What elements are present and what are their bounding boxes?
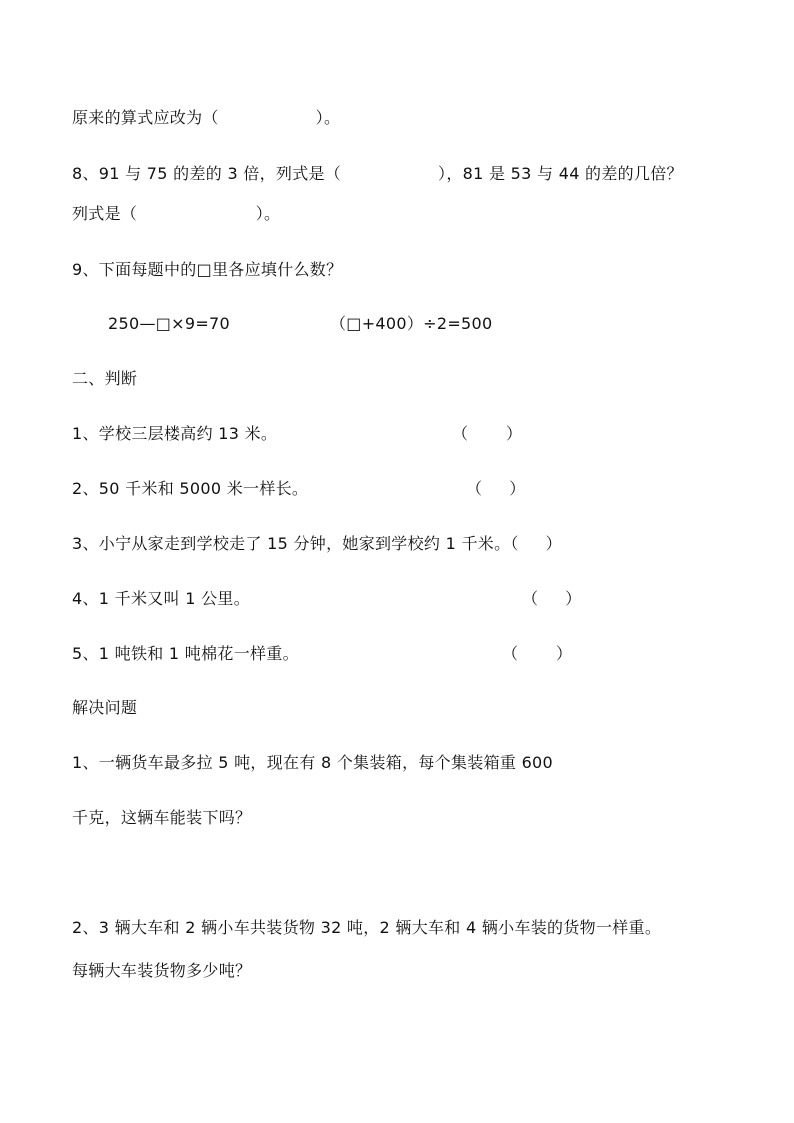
question-8-line-2: 列式是（ ）。: [72, 204, 281, 223]
question-9-equation-b: （□+400）÷2=500: [330, 314, 493, 333]
judge-item-3: 3、小宁从家走到学校走了 15 分钟，她家到学校约 1 千米。（ ）: [72, 534, 562, 553]
problem-2-line-1: 2、3 辆大车和 2 辆小车共装货物 32 吨，2 辆大车和 4 辆小车装的货物一样重。: [72, 918, 662, 937]
judge-item-1-bracket: （ ）: [452, 424, 523, 443]
question-8-line-1: 8、91 与 75 的差的 3 倍，列式是（ ），81 是 53 与 44 的差的几倍？: [72, 164, 683, 183]
section-problems-heading: 解决问题: [72, 698, 138, 717]
text-line-original-formula: 原来的算式应改为（ ）。: [72, 108, 341, 127]
judge-item-4-text: 4、1 千米又叫 1 公里。: [72, 589, 250, 608]
problem-1-line-1: 1、一辆货车最多拉 5 吨，现在有 8 个集装箱，每个集装箱重 600: [72, 753, 554, 772]
judge-item-5-bracket: （ ）: [502, 644, 573, 663]
problem-1-line-2: 千克，这辆车能装下吗？: [72, 808, 252, 827]
judge-item-4-bracket: （ ）: [522, 589, 582, 608]
judge-item-2-text: 2、50 千米和 5000 米一样长。: [72, 479, 309, 498]
section-judge-heading: 二、判断: [72, 369, 138, 388]
problem-2-line-2: 每辆大车装货物多少吨？: [72, 961, 252, 980]
judge-item-5-text: 5、1 吨铁和 1 吨棉花一样重。: [72, 644, 299, 663]
question-9-equation-a: 250—□×9=70: [108, 314, 231, 333]
judge-item-1-text: 1、学校三层楼高约 13 米。: [72, 424, 278, 443]
question-9-title: 9、下面每题中的□里各应填什么数？: [72, 260, 343, 279]
judge-item-2-bracket: （ ）: [466, 479, 526, 498]
